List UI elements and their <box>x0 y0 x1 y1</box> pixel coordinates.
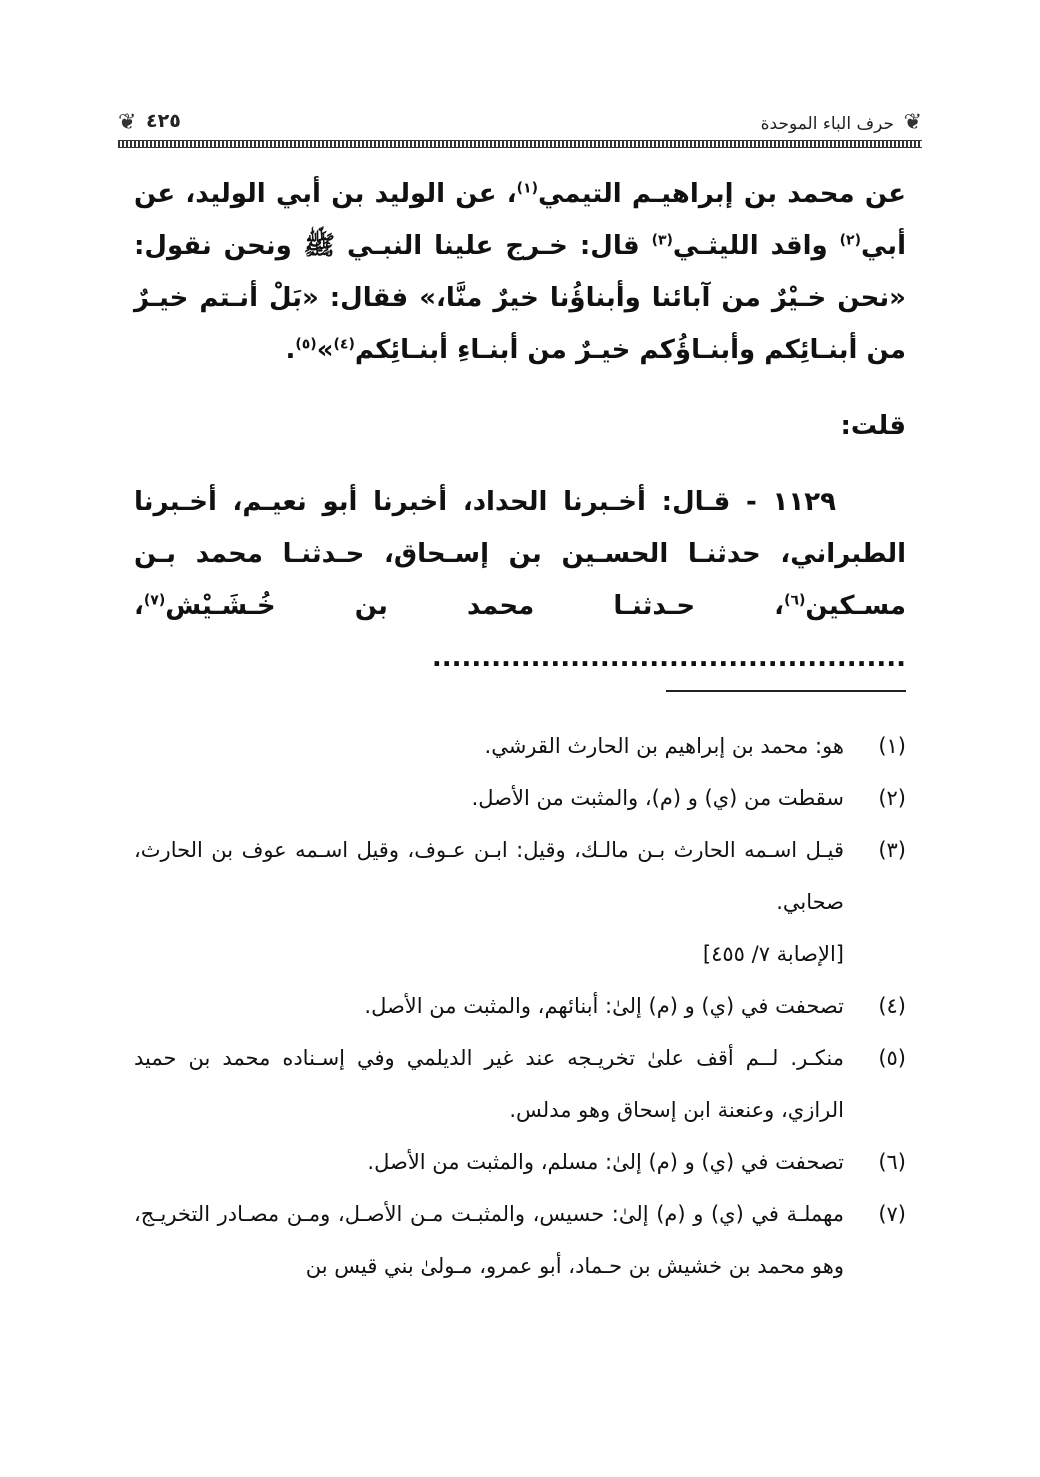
footnote-number: (٢) <box>878 786 906 810</box>
hadith-quote: «بَلْ أنـتم خيـرٌ من أبنـائِكم وأبنـاؤُكم خيـرٌ من أبنـاءِ أبنـائِكم <box>134 283 906 365</box>
footnote-text: هو: محمد بن إبراهيم بن الحارث القرشي. <box>484 734 844 758</box>
footnote-text: تصحفت في (ي) و (م) إلىٰ: أبنائهم، والمثبت من الأصل. <box>364 994 844 1018</box>
text-segment: عن محمد بن إبراهيـم التيمي <box>537 179 907 209</box>
footnote-number: (٧) <box>878 1202 906 1226</box>
text-segment: ، ................................................ <box>134 591 906 673</box>
text-segment: ، عن الوليد بن أبي الوليد، عن أبي <box>134 179 906 261</box>
qult-heading: قلت: <box>840 411 906 441</box>
header-page-number: ٤٢٥ <box>146 110 181 132</box>
footnote-ref[interactable]: (٣) <box>651 232 673 249</box>
footnote-number: (١) <box>878 734 906 758</box>
main-text <box>134 168 906 684</box>
header-ornament-right-icon: ❦ <box>903 110 922 135</box>
footnote-ref[interactable]: (٥) <box>295 336 317 353</box>
footnote <box>134 1136 906 1188</box>
text-segment: ١١٢٩ - قـال: أخـبرنا الحداد، أخبرنا أبو نعيـم، أخـبرنا الطبراني، حدثنـا الحسـين بن إسـحاق، حـدثنـا محمد بـن مسـكين <box>134 487 906 621</box>
footnote <box>134 824 906 928</box>
footnote-separator <box>666 690 906 692</box>
hadith-paragraph-1129 <box>134 476 906 684</box>
footnote-number: (٤) <box>878 994 906 1018</box>
footnote <box>134 1188 906 1292</box>
text-segment: . <box>285 335 296 365</box>
footnote-ref[interactable]: (٢) <box>839 232 861 249</box>
text-segment: ، حـدثنـا محمد بن خُـشَـيْش <box>165 591 785 621</box>
text-segment: واقد الليثـي <box>672 231 840 261</box>
footnote <box>134 1032 906 1136</box>
footnote-text: سقطت من (ي) و (م)، والمثبت من الأصل. <box>471 786 844 810</box>
text-segment: قال: خـرج علينا النبـي ﷺ ونحن نقول: «نحن خـيْرٌ من آبائنا وأبناؤُنا خيرٌ منَّا،» فقال: <box>134 231 906 313</box>
footnote-number: (٥) <box>878 1046 906 1070</box>
footnote-ref[interactable]: (٦) <box>784 592 806 609</box>
header-decorative-rule <box>118 140 922 148</box>
text-segment: » <box>316 335 334 365</box>
footnote-number: (٦) <box>878 1150 906 1174</box>
footnote-text: [الإصابة ٧/ ٤٥٥] <box>702 942 844 966</box>
footnote <box>134 720 906 772</box>
footnote-text: منكـر. لــم أقف علىٰ تخريـجه عند غير الديلمي وفي إسـناده محمد بن حميد الرازي، وعنعنة ابن إسحاق وهو مدلس. <box>134 1046 844 1122</box>
footnote-number <box>844 928 906 980</box>
footnote-ref[interactable]: (١) <box>516 180 538 197</box>
footnote <box>134 980 906 1032</box>
running-header <box>118 110 922 150</box>
footnotes <box>134 720 906 1292</box>
footnote-ref[interactable]: (٧) <box>143 592 166 609</box>
footnote-text: قيـل اسـمه الحارث بـن مالـك، وقيل: ابـن عـوف، وقيل اسـمه عوف بن الحارث، صحابي. <box>134 838 844 914</box>
footnote <box>134 772 906 824</box>
footnote-citation <box>134 928 906 980</box>
footnote-text: تصحفت في (ي) و (م) إلىٰ: مسلم، والمثبت من الأصل. <box>367 1150 844 1174</box>
footnote-ref[interactable]: (٤) <box>333 336 355 353</box>
footnote-number: (٣) <box>878 838 906 862</box>
footnote-text: مهملـة في (ي) و (م) إلىٰ: حسيس، والمثبـت مـن الأصـل، ومـن مصـادر التخريـج، وهو محمد بن خشيش بن حـماد، أبو عمرو، مـولىٰ بني قيس بن <box>134 1202 844 1278</box>
header-chapter-title: حرف الباء الموحدة <box>760 114 894 134</box>
hadith-paragraph <box>134 168 906 376</box>
header-ornament-left-icon: ❦ <box>118 110 137 135</box>
